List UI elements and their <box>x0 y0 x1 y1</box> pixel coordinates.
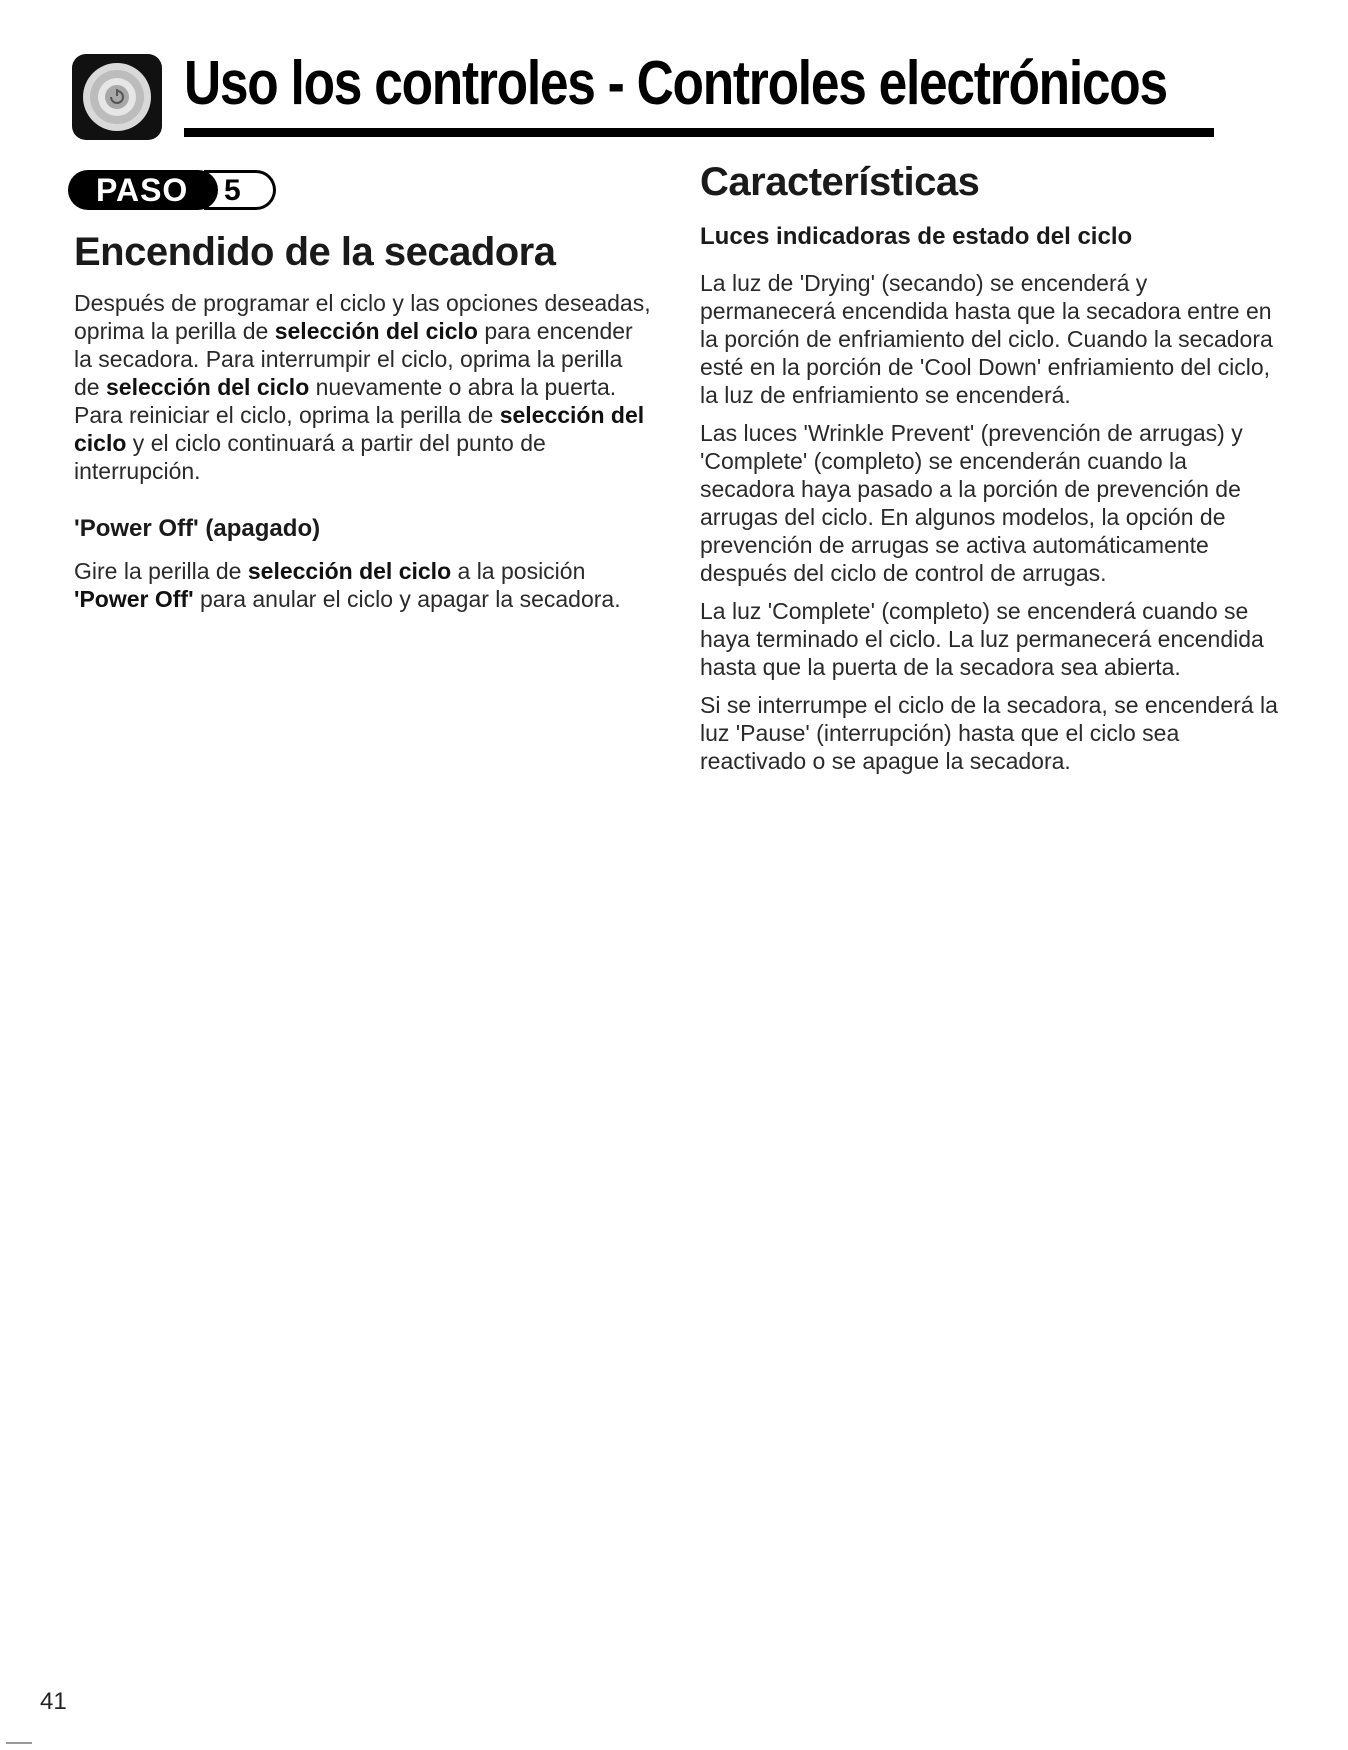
step-badge <box>68 168 298 212</box>
text-run: para anular el ciclo y apagar la secadora. <box>193 586 621 612</box>
paragraph-power-off <box>74 557 654 613</box>
page-header <box>72 40 1212 138</box>
text-run: y el ciclo continuará a partir del punto de interrupción. <box>74 430 546 484</box>
right-column <box>700 160 1280 775</box>
text-run: nuevamente o abra la puerta. Para reiniciar el ciclo, oprima la perilla de <box>74 374 617 428</box>
section-heading-encendido: Encendido de la secadora <box>74 230 556 274</box>
page-title: Uso los controles - Controles electrónicos <box>184 49 1167 118</box>
step-number: 5 <box>224 174 241 207</box>
paragraph-complete: La luz 'Complete' (completo) se encenderá cuando se haya terminado el ciclo. La luz permanecerá encendida hasta que la puerta de la secadora sea abierta. <box>700 598 1264 680</box>
paragraph-wrinkle: Las luces 'Wrinkle Prevent' (prevención de arrugas) y 'Complete' (completo) se encenderán cuando la secadora haya pasado a la porción de prevención de arrugas del ciclo. En algunos modelos, la opción de prevención de arrugas se activa automáticamente después del ciclo de control de arrugas. <box>700 420 1243 586</box>
text-run: Después de programar el ciclo y las opciones deseadas, oprima la perilla de <box>74 290 651 344</box>
paragraph-drying: La luz de 'Drying' (secando) se encenderá y permanecerá encendida hasta que la secadora entre en la porción de enfriamiento del ciclo. Cuando la secadora esté en la porción de 'Cool Down' enfriamiento del ciclo, la luz de enfriamiento se encenderá. <box>700 270 1273 408</box>
step-label: PASO <box>96 172 189 208</box>
bold-run: selección del ciclo <box>105 374 310 400</box>
text-run: para encender la secadora. Para interrumpir el ciclo, oprima la perilla de <box>74 318 633 400</box>
subheading-power-off: 'Power Off' (apagado) <box>74 515 321 542</box>
left-column <box>74 168 654 613</box>
section-heading-caracteristicas: Características <box>700 160 980 204</box>
corner-mark <box>6 1742 32 1744</box>
dial-knob-icon <box>72 54 162 140</box>
page-number: 41 <box>40 1688 67 1715</box>
bold-run: 'Power Off' <box>74 586 194 612</box>
bold-run: selección del ciclo <box>74 402 645 456</box>
paragraph-pause: Si se interrumpe el ciclo de la secadora, se encenderá la luz 'Pause' (interrupción) hasta que el ciclo sea reactivado o se apague la secadora. <box>700 692 1278 774</box>
bold-run: selección del ciclo <box>274 318 478 344</box>
text-run: a la posición <box>451 558 586 584</box>
text-run: Gire la perilla de <box>74 558 248 584</box>
title-underline <box>184 128 1214 137</box>
subheading-luces: Luces indicadoras de estado del ciclo <box>700 223 1133 250</box>
bold-run: selección del ciclo <box>247 558 452 584</box>
paragraph-encendido <box>74 289 654 485</box>
